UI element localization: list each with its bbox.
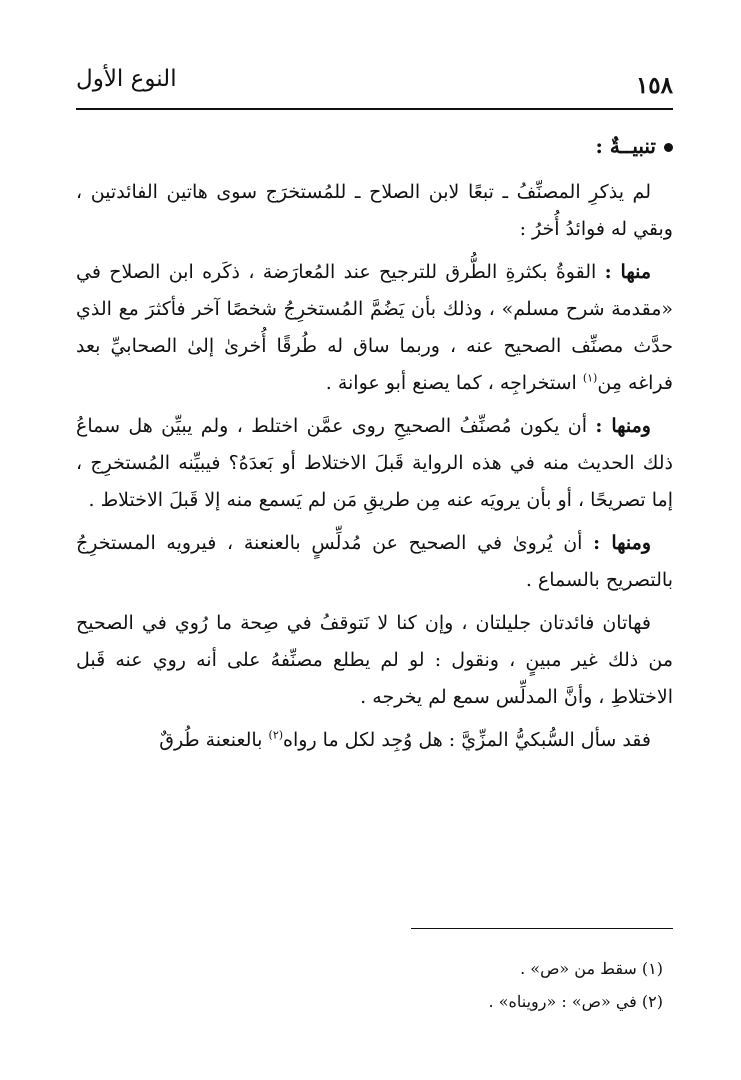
footnote: (١) سقط من «ص» .	[520, 959, 663, 978]
paragraph-text: لم يذكرِ المصنِّفُ ـ تبعًا لابن الصلاح ـ للمُستخرَج سوى هاتين الفائدتين ، وبقي له فوائدُ أُخرُ :	[76, 181, 673, 240]
paragraph	[76, 254, 673, 402]
footnote: (٢) في «ص» : «رويناه» .	[488, 992, 663, 1011]
footnote-marker: (٢)	[268, 728, 284, 742]
paragraph-text: القوةُ بكثرةِ الطُّرق للترجيح عند المُعارَضة ، ذكَره ابن الصلاح في «مقدمة شرح مسلم» ، وذلك بأن يَضُمَّ المُستخرِجُ شخصًا آخر فأكثرَ مع الذي حدَّث مصنِّف الصحيح عنه ، وربما ساق له طُرقًا أُخرىٰ إلىٰ الصحابيِّ بعد فراغه مِن	[76, 261, 673, 394]
running-title: النوع الأول	[76, 66, 177, 92]
footnotes	[76, 952, 673, 1018]
paragraph	[76, 174, 673, 248]
note-heading-text: تنبيــةٌ :	[595, 134, 656, 158]
paragraph-tail: بالعنعنة طُرقٌ	[159, 729, 263, 751]
note-heading	[76, 128, 673, 165]
page-header	[76, 60, 673, 100]
header-rule	[76, 108, 673, 110]
paragraph-text: فقد سأل السُّبكيُّ المزِّيَّ : هل وُجِد لكل ما رواه	[283, 729, 651, 751]
footnote-rule	[411, 928, 673, 929]
paragraph-text: أن يكون مُصنِّفُ الصحيحِ روى عمَّن اختلط ، ولم يبيِّن هل سماعُ ذلك الحديث منه في هذه الرواية قَبلَ الاختلاط أو بَعدَهُ؟ فيبيِّنه المُستخرِج ، إما تصريحًا ، أو بأن يرويَه عنه مِن طريقِ مَن لم يَسمع منه إلا قَبلَ الاختلاط .	[76, 415, 673, 511]
paragraph-lead: ومنها :	[593, 532, 651, 554]
paragraph-tail: استخراجِه ، كما يصنع أبو عوانة .	[325, 372, 577, 394]
paragraph-lead: ومنها :	[595, 415, 651, 437]
paragraph	[76, 605, 673, 716]
paragraph-lead: منها :	[604, 261, 651, 283]
paragraph-text: فهاتان فائدتان جليلتان ، وإن كنا لا نَتوقفُ في صِحة ما رُوي في الصحيح من ذلك غير مبينٍ ، ونقول : لو لم يطلع مصنِّفهُ على أنه روي عنه قَبل الاختلاطِ ، وأنَّ المدلِّس سمع لم يخرجه .	[76, 612, 673, 708]
footnote-marker: (١)	[582, 371, 598, 385]
paragraph	[76, 408, 673, 519]
paragraph	[76, 722, 673, 759]
paragraph	[76, 525, 673, 599]
bullet-icon	[664, 143, 673, 152]
page-number: ١٥٨	[635, 72, 673, 99]
body-text	[76, 128, 673, 765]
paragraph-text: أن يُروىٰ في الصحيح عن مُدلِّسٍ بالعنعنة ، فيرويه المستخرِجُ بالتصريح بالسماع .	[76, 532, 673, 591]
